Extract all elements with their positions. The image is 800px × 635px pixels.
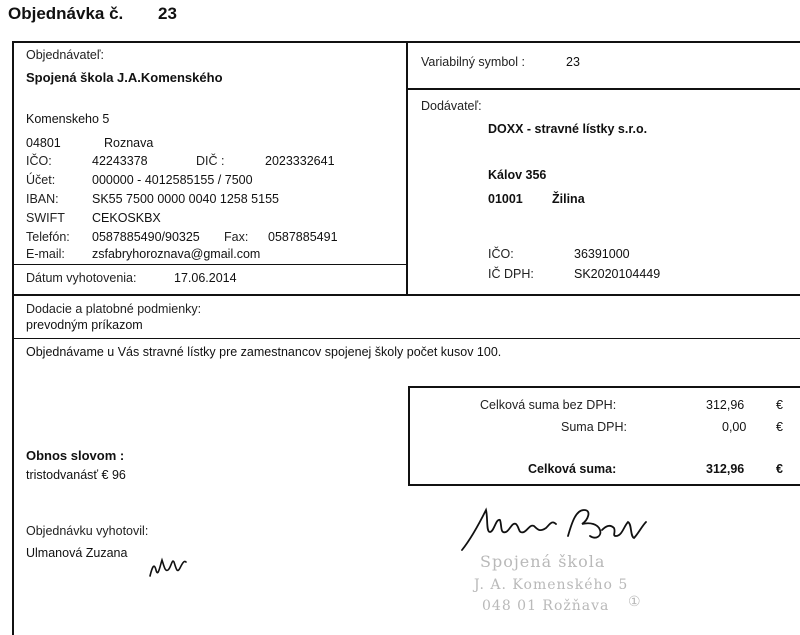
amount-words-label: Obnos slovom : <box>26 448 125 463</box>
buyer-swift: CEKOSKBX <box>92 211 161 225</box>
created-by-label: Objednávku vyhotovil: <box>26 524 149 538</box>
buyer-account-label: Účet: <box>26 173 56 187</box>
date-value: 17.06.2014 <box>174 271 237 285</box>
supplier-box-top <box>407 88 800 90</box>
supplier-name: DOXX - stravné lístky s.r.o. <box>488 122 648 136</box>
supplier-label: Dodávateľ: <box>421 99 482 113</box>
buyer-swift-label: SWIFT <box>26 211 65 225</box>
supplier-zip: 01001 <box>488 192 523 206</box>
supplier-icdph: SK2020104449 <box>574 267 661 281</box>
amount-words-value: tristodvanásť € 96 <box>26 468 126 482</box>
terms-label: Dodacie a platobné podmienky: <box>26 302 202 316</box>
buyer-label: Objednávateľ: <box>26 48 105 62</box>
stamp-number: ① <box>628 594 642 610</box>
totals-box-left <box>408 386 410 486</box>
currency-symbol: € <box>776 462 783 476</box>
buyer-iban-label: IBAN: <box>26 192 59 206</box>
stamp-line-2: J. A. Komenského 5 <box>474 577 629 593</box>
supplier-street: Kálov 356 <box>488 168 547 182</box>
supplier-icdph-label: IČ DPH: <box>488 267 534 281</box>
total-without-vat-label: Celková suma bez DPH: <box>480 398 617 412</box>
buyer-street: Komenskeho 5 <box>26 112 110 126</box>
vat-label: Suma DPH: <box>561 420 627 434</box>
buyer-account: 000000 - 4012585155 / 7500 <box>92 173 253 187</box>
date-label: Dátum vyhotovenia: <box>26 271 137 285</box>
supplier-ico-label: IČO: <box>488 247 514 261</box>
created-by-name: Ulmanová Zuzana <box>26 546 128 560</box>
buyer-email: zsfabryhoroznava@gmail.com <box>92 247 261 261</box>
buyer-zip: 04801 <box>26 136 61 150</box>
terms-divider <box>13 338 800 339</box>
total-label: Celková suma: <box>528 462 617 476</box>
buyer-fax: 0587885491 <box>268 230 338 244</box>
total-value: 312,96 <box>706 462 745 476</box>
currency-symbol: € <box>776 398 783 412</box>
column-divider <box>406 42 408 294</box>
buyer-phone-label: Telefón: <box>26 230 70 244</box>
buyer-email-label: E-mail: <box>26 247 65 261</box>
total-without-vat-value: 312,96 <box>706 398 745 412</box>
buyer-ico: 42243378 <box>92 154 148 168</box>
variable-symbol-label: Variabilný symbol : <box>421 55 525 69</box>
buyer-dic: 2023332641 <box>265 154 335 168</box>
currency-symbol: € <box>776 420 783 434</box>
totals-box-bottom <box>408 484 800 486</box>
terms-value: prevodným príkazom <box>26 318 143 332</box>
buyer-city: Roznava <box>104 136 154 150</box>
document-title: Objednávka č. <box>8 4 124 23</box>
initials-signature <box>146 548 190 582</box>
vat-value: 0,00 <box>722 420 747 434</box>
buyer-ico-label: IČO: <box>26 154 52 168</box>
totals-box-top <box>408 386 800 388</box>
buyer-dic-label: DIČ : <box>196 154 225 168</box>
buyer-name: Spojená škola J.A.Komenského <box>26 70 223 85</box>
variable-symbol-value: 23 <box>566 55 580 69</box>
director-signature <box>456 496 666 556</box>
buyer-iban: SK55 7500 0000 0040 1258 5155 <box>92 192 279 206</box>
date-row-top <box>13 264 407 265</box>
supplier-ico: 36391000 <box>574 247 630 261</box>
supplier-city: Žilina <box>552 192 585 206</box>
stamp-line-1: Spojená škola <box>480 552 606 571</box>
section-divider <box>13 294 800 296</box>
buyer-fax-label: Fax: <box>224 230 249 244</box>
order-text: Objednávame u Vás stravné lístky pre zamestnancov spojenej školy počet kusov 100. <box>26 345 502 359</box>
order-number: 23 <box>158 4 177 23</box>
buyer-phone: 0587885490/90325 <box>92 230 200 244</box>
stamp-line-3: 048 01 Rožňava <box>482 598 610 614</box>
